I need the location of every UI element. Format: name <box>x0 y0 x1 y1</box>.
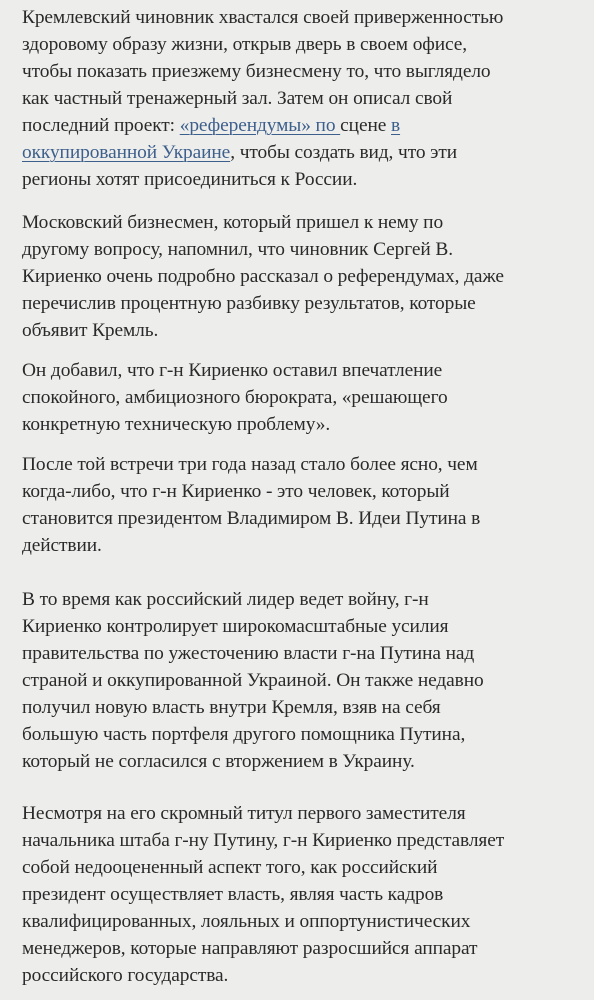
text-segment: Несмотря на его скромный титул первого заместителя <box>22 803 466 824</box>
text-segment: чтобы показать приезжему бизнесмену то, что выглядело <box>22 61 491 82</box>
text-segment: который не согласился с вторжением в Украину. <box>22 751 415 772</box>
paragraph-1 <box>22 4 592 193</box>
text-line <box>22 31 592 58</box>
text-line <box>22 4 592 31</box>
text-line <box>22 112 592 139</box>
text-line <box>22 827 592 854</box>
text-line <box>22 505 592 532</box>
text-line <box>22 263 592 290</box>
text-line <box>22 613 592 640</box>
text-line <box>22 411 592 438</box>
text-segment: Кириенко контролирует широкомасштабные усилия <box>22 616 449 637</box>
text-line <box>22 586 592 613</box>
text-segment: последний проект: <box>22 115 180 136</box>
text-segment: правительства по ужесточению власти г-на Путина над <box>22 643 475 664</box>
text-line <box>22 962 592 989</box>
paragraph-3 <box>22 357 592 438</box>
paragraph-2 <box>22 209 592 344</box>
text-line <box>22 908 592 935</box>
text-segment: получил новую власть внутри Кремля, взяв на себя <box>22 697 441 718</box>
text-segment: собой недооцененный аспект того, как российский <box>22 857 438 878</box>
text-line <box>22 236 592 263</box>
text-segment: начальника штаба г-ну Путину, г-н Кириенко представляет <box>22 830 505 851</box>
text-segment: российского государства. <box>22 965 229 986</box>
text-segment: становится президентом Владимиром В. Идеи Путина в <box>22 508 481 529</box>
text-segment: большую часть портфеля другого помощника Путина, <box>22 724 466 745</box>
text-segment: конкретную техническую проблему». <box>22 414 331 435</box>
text-segment: Кремлевский чиновник хвастался своей приверженностью <box>22 7 504 28</box>
text-segment: После той встречи три года назад стало более ясно, чем <box>22 454 478 475</box>
text-line <box>22 384 592 411</box>
text-segment: В то время как российский лидер ведет войну, г-н <box>22 589 429 610</box>
text-segment: другому вопросу, напомнил, что чиновник Сергей В. <box>22 239 453 260</box>
text-line <box>22 935 592 962</box>
text-line <box>22 357 592 384</box>
text-line <box>22 881 592 908</box>
text-segment: регионы хотят присоединиться к России. <box>22 169 358 190</box>
text-line <box>22 667 592 694</box>
article-link[interactable]: в <box>391 115 401 136</box>
paragraph-4 <box>22 451 592 559</box>
text-segment: , чтобы создать вид, что эти <box>230 142 458 163</box>
text-line <box>22 721 592 748</box>
text-segment: объявит Кремль. <box>22 320 159 341</box>
text-segment: Московский бизнесмен, который пришел к нему по <box>22 212 444 233</box>
text-line <box>22 317 592 344</box>
text-segment: когда-либо, что г-н Кириенко - это человек, который <box>22 481 450 502</box>
text-segment: перечислив процентную разбивку результатов, которые <box>22 293 476 314</box>
text-line <box>22 640 592 667</box>
text-segment: спокойного, амбициозного бюрократа, «решающего <box>22 387 448 408</box>
text-line <box>22 854 592 881</box>
text-line <box>22 478 592 505</box>
text-line <box>22 748 592 775</box>
text-line <box>22 209 592 236</box>
text-line <box>22 58 592 85</box>
text-segment: здоровому образу жизни, открыв дверь в своем офисе, <box>22 34 468 55</box>
article-link[interactable]: оккупированной Украине <box>22 142 231 163</box>
paragraph-5 <box>22 586 592 775</box>
paragraph-6 <box>22 800 592 989</box>
text-line <box>22 139 592 166</box>
text-line <box>22 290 592 317</box>
text-segment: менеджеров, которые направляют разросшийся аппарат <box>22 938 478 959</box>
article-link[interactable]: «референдумы» по <box>179 115 341 136</box>
text-segment: президент осуществляет власть, являя часть кадров <box>22 884 444 905</box>
text-line <box>22 694 592 721</box>
text-line <box>22 532 592 559</box>
text-segment: квалифицированных, лояльных и оппортунистических <box>22 911 471 932</box>
text-segment: Он добавил, что г-н Кириенко оставил впечатление <box>22 360 443 381</box>
text-line <box>22 166 592 193</box>
text-segment: сцене <box>340 115 391 136</box>
text-segment: Кириенко очень подробно рассказал о референдумах, даже <box>22 266 504 287</box>
text-line <box>22 451 592 478</box>
text-segment: действии. <box>22 535 102 556</box>
text-line <box>22 800 592 827</box>
text-segment: как частный тренажерный зал. Затем он описал свой <box>22 88 453 109</box>
text-line <box>22 85 592 112</box>
text-segment: страной и оккупированной Украиной. Он также недавно <box>22 670 484 691</box>
